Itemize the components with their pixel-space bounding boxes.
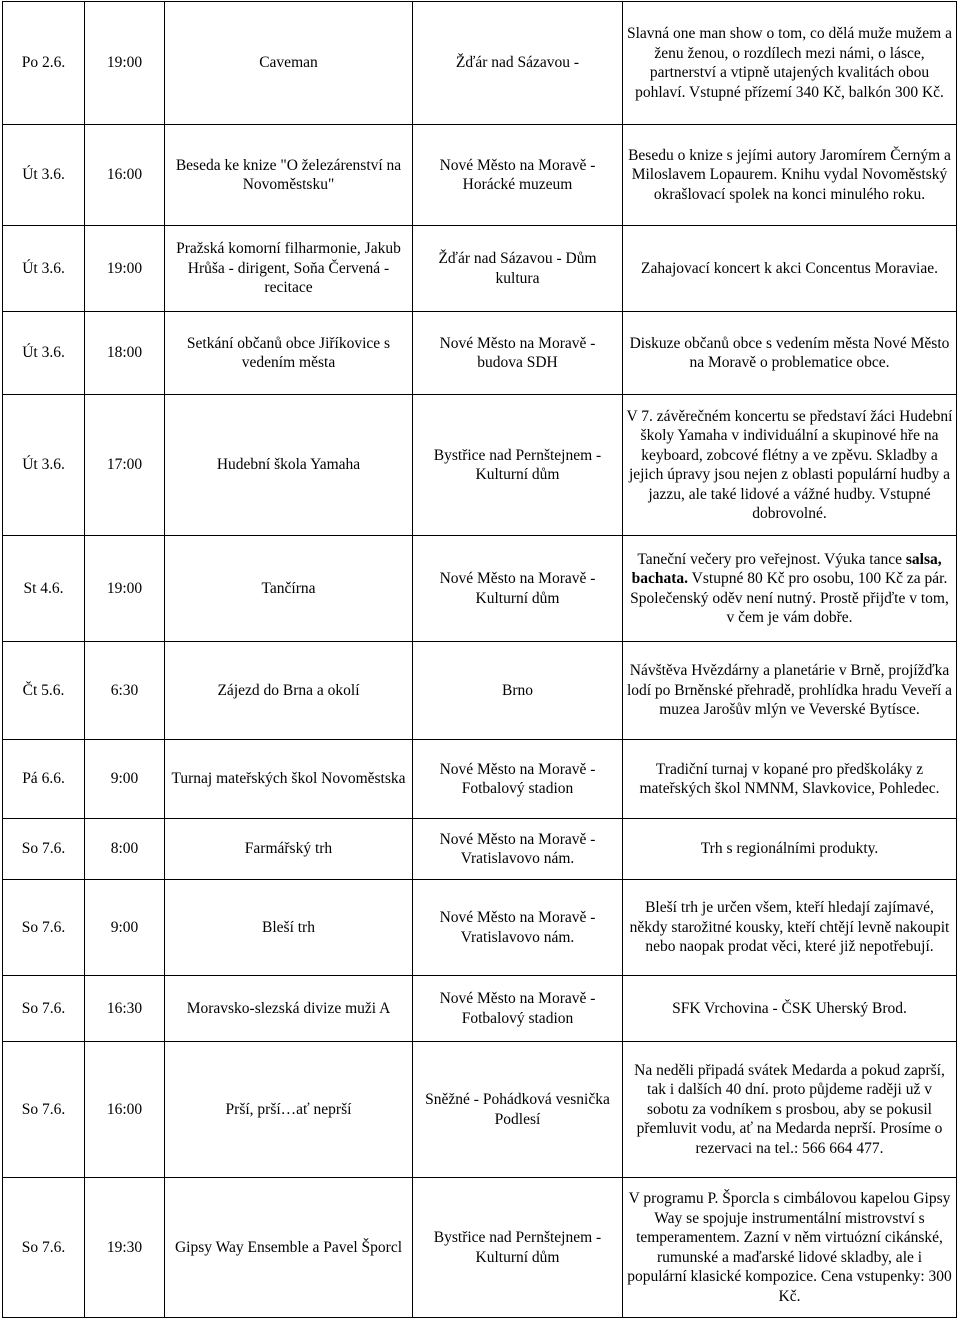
event-title: Moravsko-slezská divize muži A: [165, 976, 413, 1042]
events-table: [2, 1, 957, 1318]
event-description: Návštěva Hvězdárny a planetárie v Brně, projížďka lodí po Brněnské přehradě, prohlídka hradu Veveří a muzea Jarošův mlýn ve Veverské Bytísce.: [623, 642, 957, 740]
event-day: Út 3.6.: [3, 395, 85, 536]
event-description: Na neděli připadá svátek Medarda a pokud zaprší, tak i dalších 40 dní. proto půjdeme raději už v sobotu za vodníkem s prosbou, aby se pokusil přemluvit vodu, ať na Medarda neprší. Prosíme o rezervaci na tel.: 566 664 477.: [623, 1042, 957, 1178]
event-description: Slavná one man show o tom, co dělá muže mužem a ženu ženou, o rozdílech mezi námi, o lásce, partnerství a vtipně utajených kvalitách obou pohlaví. Vstupné přízemí 340 Kč, balkón 300 Kč.: [623, 2, 957, 125]
event-row: [3, 740, 957, 819]
event-time: 19:00: [85, 536, 165, 642]
event-description: SFK Vrchovina - ČSK Uherský Brod.: [623, 976, 957, 1042]
event-row: [3, 536, 957, 642]
event-day: So 7.6.: [3, 880, 85, 976]
event-day: Čt 5.6.: [3, 642, 85, 740]
event-time: 19:30: [85, 1178, 165, 1318]
event-title: Beseda ke knize "O železárenství na Novoměstsku": [165, 125, 413, 226]
event-description: Trh s regionálními produkty.: [623, 819, 957, 880]
event-day: Pá 6.6.: [3, 740, 85, 819]
event-time: 16:00: [85, 1042, 165, 1178]
event-day: Út 3.6.: [3, 312, 85, 395]
event-row: [3, 642, 957, 740]
event-time: 19:00: [85, 2, 165, 125]
event-time: 19:00: [85, 226, 165, 312]
event-place: Bystřice nad Pernštejnem - Kulturní dům: [413, 1178, 623, 1318]
event-day: So 7.6.: [3, 1042, 85, 1178]
event-day: St 4.6.: [3, 536, 85, 642]
event-title: Bleší trh: [165, 880, 413, 976]
event-title: Tančírna: [165, 536, 413, 642]
event-row: [3, 395, 957, 536]
event-description: Zahajovací koncert k akci Concentus Moraviae.: [623, 226, 957, 312]
event-title: Farmářský trh: [165, 819, 413, 880]
event-place: Nové Město na Moravě - Vratislavovo nám.: [413, 880, 623, 976]
event-place: Nové Město na Moravě - Fotbalový stadion: [413, 976, 623, 1042]
event-title: Prší, prší…ať neprší: [165, 1042, 413, 1178]
event-row: [3, 819, 957, 880]
event-place: Nové Město na Moravě - Kulturní dům: [413, 536, 623, 642]
event-description: Bleší trh je určen všem, kteří hledají zajímavé, někdy starožitné kousky, kteří chtějí levně nakoupit nebo naopak prodat věci, které již nepotřebují.: [623, 880, 957, 976]
event-place: Sněžné - Pohádková vesnička Podlesí: [413, 1042, 623, 1178]
event-row: [3, 1042, 957, 1178]
event-place: Žďár nad Sázavou - Dům kultura: [413, 226, 623, 312]
event-place: Žďár nad Sázavou -: [413, 2, 623, 125]
event-title: Turnaj mateřských škol Novoměstska: [165, 740, 413, 819]
event-row: [3, 880, 957, 976]
event-row: [3, 226, 957, 312]
event-time: 8:00: [85, 819, 165, 880]
event-time: 9:00: [85, 740, 165, 819]
event-row: [3, 312, 957, 395]
event-title: Caveman: [165, 2, 413, 125]
event-row: [3, 125, 957, 226]
event-description: Diskuze občanů obce s vedením města Nové Město na Moravě o problematice obce.: [623, 312, 957, 395]
event-title: Hudební škola Yamaha: [165, 395, 413, 536]
event-description: V 7. závěrečném koncertu se představí žáci Hudební školy Yamaha v individuální a skupinové hře na keyboard, zobcové flétny a ve zpěvu. Skladby a jejich úpravy jsou nejen z oblasti populární hudby a jazzu, ale také lidové a vážné hudby. Vstupné dobrovolné.: [623, 395, 957, 536]
event-place: Bystřice nad Pernštejnem - Kulturní dům: [413, 395, 623, 536]
event-day: So 7.6.: [3, 1178, 85, 1318]
desc-text: Vstupné 80 Kč pro osobu, 100 Kč za pár. Společenský oděv není nutný. Prostě přijďte v tom, v čem je vám dobře.: [630, 570, 949, 626]
event-description: [623, 536, 957, 642]
event-time: 9:00: [85, 880, 165, 976]
event-time: 18:00: [85, 312, 165, 395]
event-day: Út 3.6.: [3, 226, 85, 312]
event-time: 16:00: [85, 125, 165, 226]
desc-text: Taneční večery pro veřejnost. Výuka tance: [637, 550, 906, 568]
event-row: [3, 1178, 957, 1318]
event-place: Nové Město na Moravě - Fotbalový stadion: [413, 740, 623, 819]
event-place: Brno: [413, 642, 623, 740]
event-day: Po 2.6.: [3, 2, 85, 125]
event-time: 6:30: [85, 642, 165, 740]
event-description: Besedu o knize s jejími autory Jaromírem Černým a Miloslavem Lopaurem. Knihu vydal Novoměstský okrašlovací spolek na konci minulého roku.: [623, 125, 957, 226]
event-title: Zájezd do Brna a okolí: [165, 642, 413, 740]
event-day: So 7.6.: [3, 819, 85, 880]
event-place: Nové Město na Moravě - Horácké muzeum: [413, 125, 623, 226]
event-place: Nové Město na Moravě - Vratislavovo nám.: [413, 819, 623, 880]
event-time: 17:00: [85, 395, 165, 536]
event-title: Pražská komorní filharmonie, Jakub Hrůša - dirigent, Soňa Červená - recitace: [165, 226, 413, 312]
event-title: Setkání občanů obce Jiříkovice s vedením města: [165, 312, 413, 395]
desc-highlight: salsa, bachata.: [631, 550, 942, 587]
event-description: V programu P. Šporcla s cimbálovou kapelou Gipsy Way se spojuje instrumentální mistrovství s temperamentem. Zazní v něm virtuózní cikánské, rumunské a maďarské lidové skladby, ale i populární klasické kompozice. Cena vstupenky: 300 Kč.: [623, 1178, 957, 1318]
event-description: Tradiční turnaj v kopané pro předškoláky z mateřských škol NMNM, Slavkovice, Pohledec.: [623, 740, 957, 819]
event-day: So 7.6.: [3, 976, 85, 1042]
event-day: Út 3.6.: [3, 125, 85, 226]
event-title: Gipsy Way Ensemble a Pavel Šporcl: [165, 1178, 413, 1318]
event-place: Nové Město na Moravě - budova SDH: [413, 312, 623, 395]
event-row: [3, 2, 957, 125]
event-time: 16:30: [85, 976, 165, 1042]
event-row: [3, 976, 957, 1042]
